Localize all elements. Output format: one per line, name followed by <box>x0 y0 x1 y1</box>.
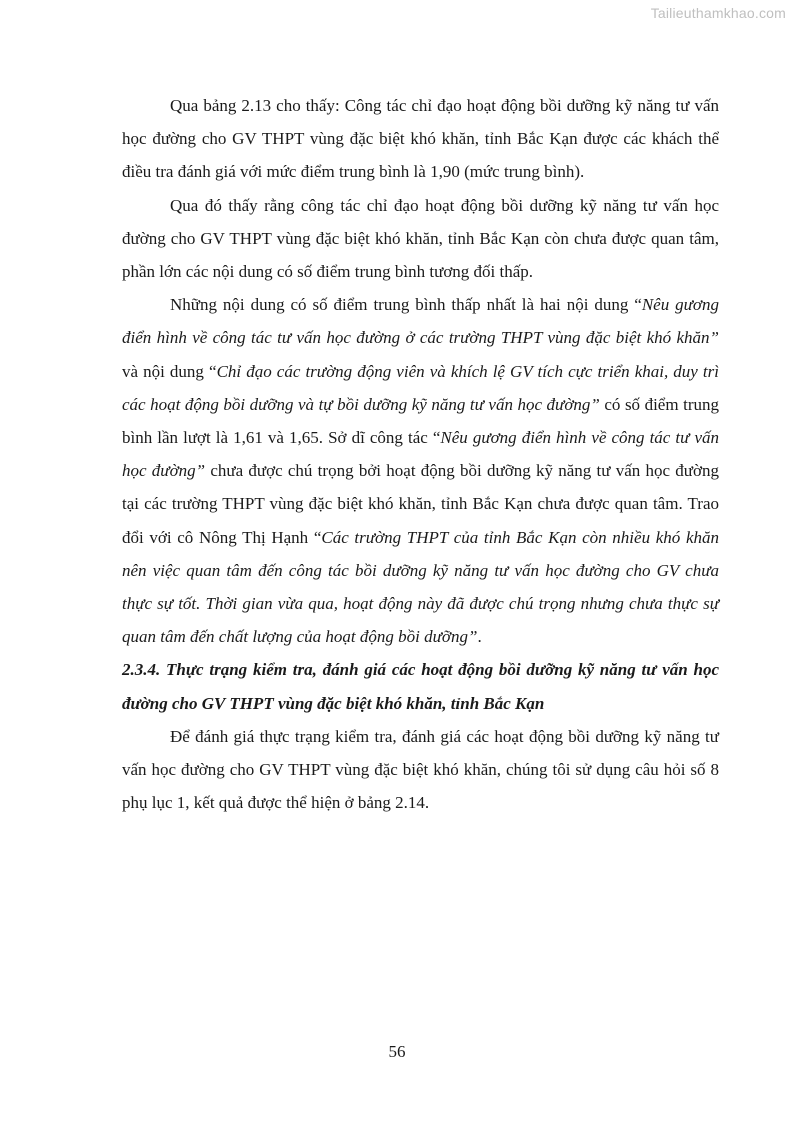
paragraph-3 <box>122 288 719 653</box>
paragraph-4: Để đánh giá thực trạng kiểm tra, đánh giá các hoạt động bồi dưỡng kỹ năng tư vấn học đường cho GV THPT vùng đặc biệt khó khăn, chúng tôi sử dụng câu hỏi số 8 phụ lục 1, kết quả được thể hiện ở bảng 2.14. <box>122 726 719 813</box>
paragraph-3-quote-4: Các trường THPT của tỉnh Bắc Kạn còn nhiều khó khăn nên việc quan tâm đến công tác bồi dưỡng kỹ năng tư vấn học đường cho GV chưa thực sự tốt. Thời gian vừa qua, hoạt động này đã được chú trọng nhưng chưa thực sự quan tâm đến chất lượng của hoạt động bồi dưỡng” <box>122 527 719 647</box>
paragraph-2: Qua đó thấy rằng công tác chỉ đạo hoạt động bồi dưỡng kỹ năng tư vấn học đường cho GV THPT vùng đặc biệt khó khăn, tỉnh Bắc Kạn còn chưa được quan tâm, phần lớn các nội dung có số điểm trung bình tương đối thấp. <box>122 195 719 282</box>
paragraph-3-text-3: có số điểm trung bình lần lượt là 1,61 và 1,65. Sở dĩ công tác “ <box>122 394 719 448</box>
paragraph-3-text-2: và nội dung “ <box>122 361 217 381</box>
section-heading: 2.3.4. Thực trạng kiểm tra, đánh giá các hoạt động bồi dưỡng kỹ năng tư vấn học đường cho GV THPT vùng đặc biệt khó khăn, tỉnh Bắc Kạn <box>122 660 719 713</box>
document-body <box>122 89 719 819</box>
paragraph-3-text-4: chưa được chú trọng bởi hoạt động bồi dưỡng kỹ năng tư vấn học đường tại các trường THPT vùng đặc biệt khó khăn, tỉnh Bắc Kạn chưa được quan tâm. Trao đổi với cô Nông Thị Hạnh “ <box>122 461 719 547</box>
page-number: 56 <box>388 1042 406 1061</box>
watermark: Tailieuthamkhao.com <box>650 5 786 21</box>
paragraph-3-text-1: Những nội dung có số điểm trung bình thấp nhất là hai nội dung “ <box>170 295 642 315</box>
paragraph-3-quote-2: Chỉ đạo các trường động viên và khích lệ GV tích cực triển khai, duy trì các hoạt động bồi dưỡng và tự bồi dưỡng kỹ năng tư vấn học đường” <box>122 361 719 414</box>
paragraph-3-quote-1: Nêu gương điển hình về công tác tư vấn học đường ở các trường THPT vùng đặc biệt khó khăn” <box>122 295 719 348</box>
paragraph-1: Qua bảng 2.13 cho thấy: Công tác chỉ đạo hoạt động bồi dưỡng kỹ năng tư vấn học đường cho GV THPT vùng đặc biệt khó khăn, tỉnh Bắc Kạn được các khách thể điều tra đánh giá với mức điểm trung bình là 1,90 (mức trung bình). <box>122 96 719 182</box>
paragraph-3-quote-3: Nêu gương điển hình về công tác tư vấn học đường” <box>122 428 719 481</box>
paragraph-3-text-5: . <box>477 627 482 647</box>
